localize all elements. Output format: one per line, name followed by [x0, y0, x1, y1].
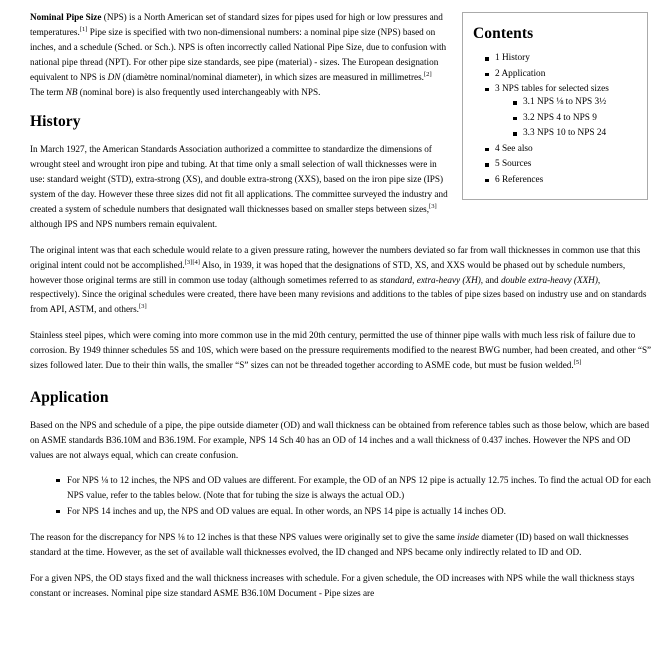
square-bullet-icon — [485, 148, 489, 152]
toc-subitem-label: 3.1 NPS ⅛ to NPS 3½ — [523, 97, 607, 108]
application-bullet-list — [30, 473, 652, 519]
application-p2-text-b: diameter (ID) based on wall thicknesses standard at the time. However, as the set of available wall thicknesses evolved, the ID changed and NPS became only indirectly related to ID and OD. — [30, 532, 629, 558]
toc-item-sources[interactable] — [485, 158, 641, 171]
square-bullet-icon — [513, 117, 517, 121]
intro-text-1: (NPS) is a North American set of standard sizes for pipes used for high or low pressures and temperatures. — [30, 12, 443, 37]
toc-subitem-nps-tables-3[interactable] — [513, 127, 641, 140]
intro-dn-term: DN — [107, 71, 121, 82]
history-p2-text-c: , — [412, 274, 417, 285]
toc-item-label: 6 References — [495, 174, 544, 185]
article-lead-term: Nominal Pipe Size — [30, 12, 102, 22]
square-bullet-icon — [485, 163, 489, 167]
reference-marker[interactable]: [3] — [429, 202, 437, 210]
list-item-text: For NPS 14 inches and up, the NPS and OD values are equal. In other words, an NPS 14 pipe is actually 14 inches OD. — [67, 506, 506, 517]
application-paragraph-1: Based on the NPS and schedule of a pipe, the pipe outside diameter (OD) and wall thickness can be obtained from reference tables such as those below, which are based on ASME standards B36.10M and B36.19M. For example, NPS 14 Sch 40 has an OD of 14 inches and a wall thickness of 0.437 inches. However the NPS and OD values are not always equal, which can create confusion. — [30, 419, 650, 460]
square-bullet-icon — [513, 132, 517, 136]
square-bullet-icon — [485, 73, 489, 77]
intro-text-3: (diamètre nominal/nominal diameter), in which sizes are measured in millimetres. — [120, 71, 424, 82]
history-paragraph-3 — [30, 328, 652, 373]
history-p2-italic-xh: extra-heavy (XH) — [416, 274, 481, 285]
toc-item-label: 1 History — [495, 53, 530, 64]
list-item — [56, 473, 652, 503]
toc-item-references[interactable] — [485, 174, 641, 187]
list-item — [56, 504, 652, 519]
toc-subitem-nps-tables-2[interactable] — [513, 112, 641, 125]
history-p1-text-a: In March 1927, the American Standards Association authorized a committee to standardize the dimensions of wrought steel and wrought iron pipe and tubing. At that time only a small selection of wall thicknesses were in use: standard weight (STD), extra-strong (XS), and double extra-strong (XXS), based on the iron pipe size (IPS) system of the day. However these three sizes did not fit all applications. The committee surveyed the industry and created a system of schedule numbers that designated wall thicknesses based on smaller steps between sizes, — [30, 144, 448, 214]
square-bullet-icon — [56, 510, 60, 514]
history-p2-text-e: , respectively). Since the original schedules were created, there have been many revisions and additions to the tables of pipe sizes based on industry use and on standards from API, ASTM, and others. — [30, 274, 647, 315]
square-bullet-icon — [485, 57, 489, 61]
history-p3-text: Stainless steel pipes, which were coming into more common use in the mid 20th century, permitted the use of thinner pipe walls with much less risk of failure due to corrosion. By 1949 thinner schedules 5S and 10S, which were based on the pressure requirements modified to the nearest BWG number, had been created, and other “S” sizes followed later. Due to their thin walls, the smaller “S” sizes can not be threaded together according to ASME code, but must be fusion welded. — [30, 330, 652, 371]
toc-title: Contents — [473, 25, 534, 42]
reference-marker[interactable]: [3][4] — [184, 258, 201, 266]
history-p2-text-b: Also, in 1939, it was hoped that the designations of STD, XS, and XXS would be phased out by schedule numbers, however those original terms are still in common use today (although sometimes referred to as — [30, 259, 626, 285]
toc-list — [469, 52, 641, 187]
history-paragraph-2 — [30, 243, 652, 318]
toc-sublist — [495, 96, 641, 140]
square-bullet-icon — [513, 101, 517, 105]
history-p1-text-b: although IPS and NPS numbers remain equivalent. — [30, 218, 218, 229]
toc-item-label: 4 See also — [495, 143, 533, 154]
history-p2-italic-xxh: double extra-heavy (XXH) — [500, 274, 598, 285]
toc-item-nps-tables[interactable] — [485, 83, 641, 141]
square-bullet-icon — [485, 179, 489, 183]
reference-marker[interactable]: [3] — [138, 303, 147, 311]
table-of-contents — [462, 12, 648, 200]
history-p2-text-a: The original intent was that each schedule would relate to a given pressure rating, however the numbers deviated so far from wall thicknesses in common use that this original intent could not be accomplished. — [30, 244, 641, 270]
toc-item-label: 2 Application — [495, 68, 546, 79]
history-p2-italic-standard: standard — [379, 274, 413, 285]
reference-marker[interactable]: [1] — [79, 25, 88, 33]
application-paragraph-2 — [30, 530, 652, 560]
application-p2-italic-inside: inside — [457, 532, 480, 543]
intro-nb-term: NB — [65, 86, 78, 97]
list-item-text: For NPS ⅛ to 12 inches, the NPS and OD values are different. For example, the OD of an NPS 12 pipe is actually 12.75 inches. To find the actual OD for each NPS value, refer to the tables below. (Note that for tubing the size is always the actual OD.) — [67, 475, 651, 501]
toc-subitem-label: 3.2 NPS 4 to NPS 9 — [523, 112, 597, 123]
toc-item-label: 3 NPS tables for selected sizes — [495, 83, 609, 94]
toc-subitem-label: 3.3 NPS 10 to NPS 24 — [523, 128, 607, 139]
toc-item-label: 5 Sources — [495, 159, 532, 170]
application-paragraph-3: For a given NPS, the OD stays fixed and the wall thickness increases with schedule. For a given schedule, the OD increases with NPS while the wall thickness stays constant or increases. Nominal pipe size standard ASME B36.10M Document - Pipe sizes are — [30, 573, 635, 598]
section-heading-history: History — [30, 113, 81, 131]
intro-text-2: Pipe size is specified with two non-dimensional numbers: a nominal pipe size (NPS) based on inches, and a schedule (Sched. or Sch.). NPS is often incorrectly called National Pipe Size, due to confusion with national pipe thread (NPT). For other pipe size standards, see pipe (material) - sizes. The European designation equivalent to NPS is — [30, 26, 447, 82]
toc-subitem-nps-tables-1[interactable] — [513, 96, 641, 109]
reference-marker[interactable]: [5] — [573, 358, 582, 366]
toc-item-application[interactable] — [485, 68, 641, 81]
square-bullet-icon — [56, 479, 60, 483]
toc-item-history[interactable] — [485, 52, 641, 65]
section-heading-application: Application — [30, 388, 109, 406]
reference-marker[interactable]: [2] — [423, 70, 432, 78]
intro-text-5: (nominal bore) is also frequently used interchangeably with NPS. — [77, 86, 321, 97]
history-p2-text-d: , and — [480, 274, 501, 285]
toc-item-see-also[interactable] — [485, 143, 641, 156]
intro-text-4: The term — [30, 86, 66, 97]
application-p2-text-a: The reason for the discrepancy for NPS ⅛ to 12 inches is that these NPS values were originally set to give the same — [30, 532, 458, 543]
square-bullet-icon — [485, 88, 489, 92]
